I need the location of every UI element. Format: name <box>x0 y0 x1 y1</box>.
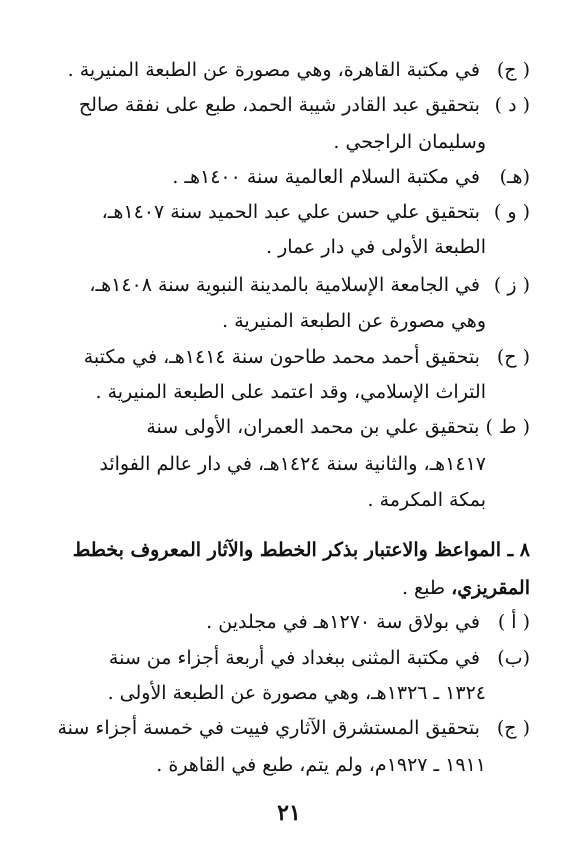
entry-text: بتحقيق المستشرق الآثاري فييت في خمسة أجزاء سنة <box>57 717 480 739</box>
entry-line <box>48 90 530 120</box>
entry-continuation: وسليمان الراجحي . <box>333 131 486 153</box>
entry-continuation: الطبعة الأولى في دار عمار . <box>265 236 486 258</box>
entry-text: بتحقيق علي بن محمد العمران، الأولى سنة <box>146 416 480 438</box>
entry-marker: ( ز ) <box>493 274 530 296</box>
entry-marker: ( و ) <box>493 201 530 223</box>
entry-line <box>48 412 530 442</box>
entry-line <box>48 342 530 372</box>
entry-marker: ( ح) <box>496 346 530 368</box>
entry-continuation: ١٩١١ ـ ١٩٢٧م، ولم يتم، طبع في القاهرة . <box>156 754 486 776</box>
entry-continuation: ١٤١٧هـ، والثانية سنة ١٤٢٤هـ، في دار عالم الفوائد <box>99 453 486 475</box>
entry-text: بتحقيق علي حسن علي عبد الحميد سنة ١٤٠٧هـ، <box>101 201 480 223</box>
entry-text: بتحقيق أحمد محمد طاحون سنة ١٤١٤هـ، في مكتبة <box>83 346 480 368</box>
entry-line <box>48 197 530 227</box>
page-number: ٢١ <box>277 800 301 826</box>
entry-marker: ( ج) <box>496 717 530 739</box>
entry-marker: ( د ) <box>494 94 530 116</box>
entry-line <box>48 162 530 192</box>
entry-text: بتحقيق عبد القادر شيبة الحمد، طبع على نفقة صالح <box>78 94 480 116</box>
entry-line <box>48 270 530 300</box>
entry-marker: ( أ ) <box>497 611 530 633</box>
entry-continuation: التراث الإسلامي، وقد اعتمد على الطبعة المنيرية . <box>95 381 486 403</box>
entry-marker: ( ج) <box>496 59 530 81</box>
entry-line <box>48 55 530 85</box>
section-heading: ٨ ـ المواعظ والاعتبار بذكر الخطط والآثار المعروف بخطط <box>72 539 530 561</box>
entry-text: في مكتبة السلام العالمية سنة ١٤٠٠هـ . <box>172 166 480 188</box>
entry-continuation: ١٣٢٤ ـ ١٣٢٦هـ، وهي مصورة عن الطبعة الأولى . <box>107 682 486 704</box>
entry-text: في الجامعة الإسلامية بالمدينة النبوية سنة ١٤٠٨هـ، <box>89 274 480 296</box>
entry-text: في مكتبة القاهرة، وهي مصورة عن الطبعة المنيرية . <box>67 59 480 81</box>
entry-text: في بولاق سة ١٢٧٠هـ في مجلدين . <box>206 611 480 633</box>
section-heading-continuation <box>48 573 530 603</box>
entry-marker: (ب) <box>497 647 530 669</box>
section-heading-rest: طبع . <box>401 577 452 599</box>
entry-line <box>48 643 530 673</box>
entry-line <box>48 607 530 637</box>
section-heading-author: المقريزي، <box>451 577 530 599</box>
entry-marker: ( ط ) <box>485 416 530 438</box>
entry-text: في مكتبة المثنى ببغداد في أربعة أجزاء من سنة <box>108 647 480 669</box>
entry-continuation: وهي مصورة عن الطبعة المنيرية . <box>222 310 486 332</box>
entry-continuation: بمكة المكرمة . <box>367 489 486 511</box>
entry-line <box>48 713 530 743</box>
entry-marker: (هـ) <box>499 166 530 188</box>
